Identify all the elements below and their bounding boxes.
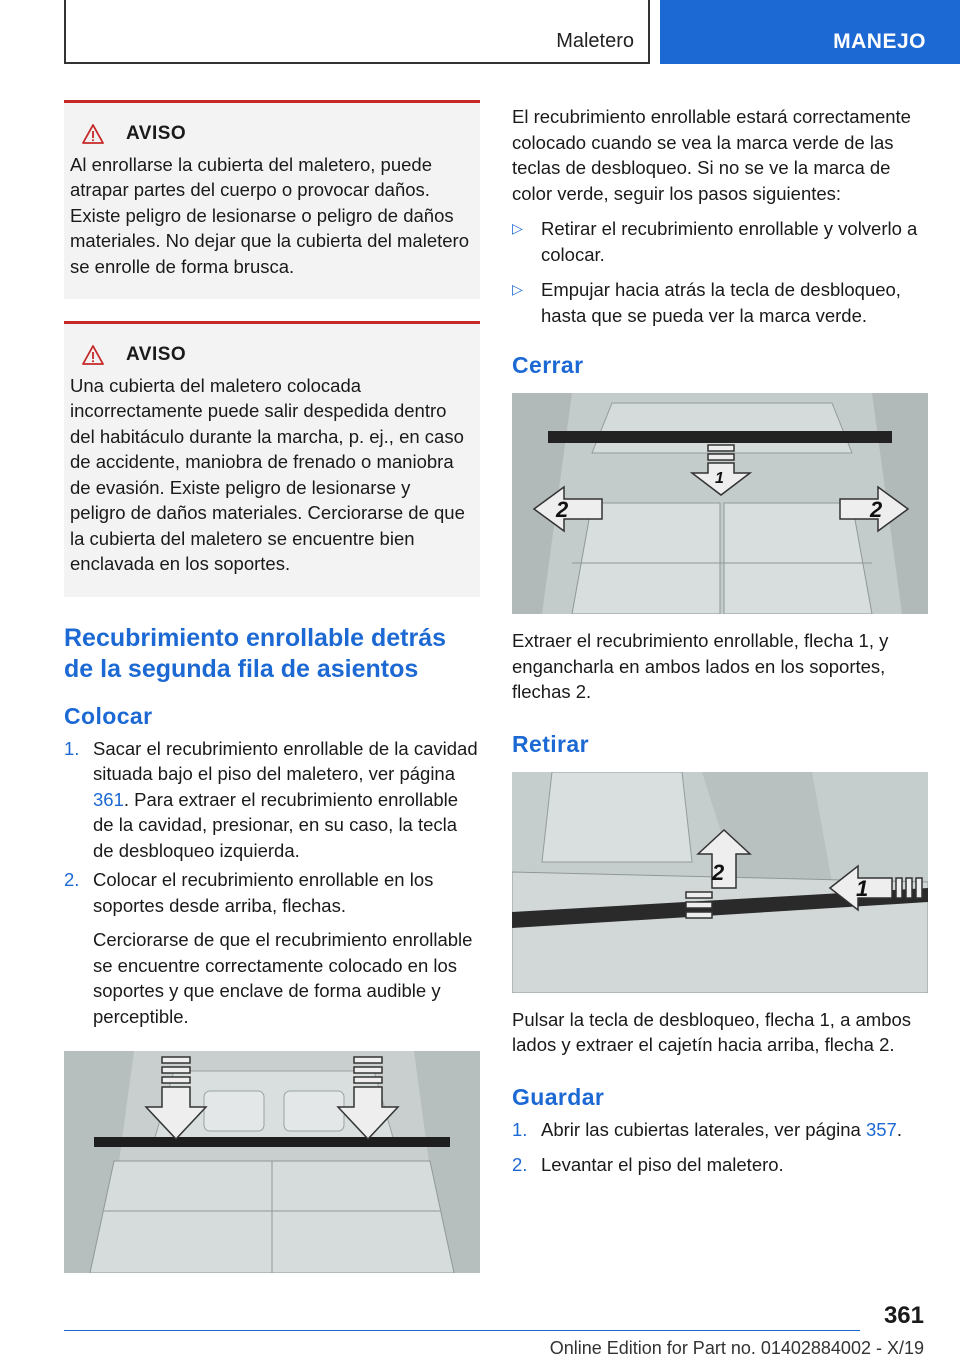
colocar-steps	[64, 736, 480, 1030]
step-number: 2.	[512, 1154, 528, 1175]
warning-title: AVISO	[126, 344, 187, 365]
figure-label: 2	[556, 497, 569, 522]
warning-title: AVISO	[126, 123, 187, 144]
right-column	[512, 100, 928, 1178]
step-number: 1.	[512, 1118, 528, 1140]
page-number: 361	[883, 1302, 924, 1329]
figure-label: 1	[856, 875, 869, 901]
warning-box-2	[64, 321, 480, 597]
step-text: Colocar el recubrimiento enrollable en los soportes desde arriba, flechas.	[93, 869, 434, 916]
triangle-bullet-icon: ▷	[512, 281, 523, 297]
list-item	[64, 736, 480, 864]
subheading-cerrar: Cerrar	[512, 352, 584, 378]
bullet-text: Empujar hacia atrás la tecla de desbloqueo, hasta que se pueda ver la marca verde.	[541, 279, 901, 326]
page-link[interactable]: 361	[93, 788, 124, 810]
figure-retirar	[512, 772, 928, 993]
subheading-retirar: Retirar	[512, 730, 589, 757]
figure-cerrar	[512, 393, 928, 614]
cerrar-caption: Extraer el recubrimiento enrollable, flecha 1, y engancharla en ambos lados en los soportes, flechas 2.	[512, 630, 889, 702]
step-number: 1.	[64, 737, 80, 759]
list-item	[512, 216, 928, 267]
bullet-text: Retirar el recubrimiento enrollable y volverlo a colocar.	[541, 218, 918, 265]
step-number: 2.	[64, 869, 80, 890]
warning-triangle-icon	[82, 345, 104, 365]
header-section-box	[64, 0, 650, 64]
chapter-tab	[660, 0, 960, 64]
list-item	[512, 1117, 928, 1143]
figure-colocar	[64, 1051, 480, 1273]
figure-label: 2	[870, 497, 883, 522]
warning-header	[70, 121, 470, 147]
triangle-bullet-icon: ▷	[512, 220, 523, 236]
subheading-colocar: Colocar	[64, 702, 153, 729]
list-item	[64, 867, 480, 1029]
section-heading: Recubrimiento enrollable detrás de la segunda fila de asientos	[64, 623, 447, 683]
list-item	[512, 1152, 928, 1178]
left-column	[64, 100, 480, 1273]
bullet-list	[512, 216, 928, 328]
step-text: Abrir las cubiertas laterales, ver página 357.	[541, 1118, 902, 1140]
step-extra-text: Cerciorarse de que el recubrimiento enrollable se encuentre correctamente colocado en los soportes y que enclave de forma audible y perceptible.	[93, 929, 473, 1027]
chapter-label: MANEJO	[833, 30, 926, 53]
figure-label: 1	[715, 470, 724, 487]
footer-edition: Online Edition for Part no. 01402884002 - X/19	[549, 1338, 924, 1358]
guardar-steps	[512, 1117, 928, 1178]
warning-triangle-icon	[82, 124, 104, 144]
subheading-guardar: Guardar	[512, 1083, 605, 1110]
list-item	[512, 277, 928, 328]
warning-text: Al enrollarse la cubierta del maletero, puede atrapar partes del cuerpo o provocar daños. Existe peligro de lesionarse o peligro de daños materiales. No dejar que la cubierta del maletero se enrolle de forma brusca.	[70, 153, 469, 277]
warning-box-1	[64, 100, 480, 299]
section-title: Maletero	[556, 30, 634, 52]
step-text: Levantar el piso del maletero.	[541, 1154, 784, 1175]
intro-text: El recubrimiento enrollable estará correctamente colocado cuando se vea la marca verde de las teclas de desbloqueo. Si no se ve la marca de color verde, seguir los pasos siguientes:	[512, 106, 911, 204]
footer-divider	[64, 1330, 860, 1331]
warning-text: Una cubierta del maletero colocada incorrectamente puede salir despedida dentro del habitáculo durante la marcha, p. ej., en caso de accidente, maniobra de frenado o maniobra de evasión. Existe peligro de lesionarse y peligro de daños materiales. Cerciorarse de que la cubierta del maletero se encuentre bien enclavada en los soportes.	[70, 374, 465, 574]
retirar-caption: Pulsar la tecla de desbloqueo, flecha 1, a ambos lados y extraer el cajetín hacia arriba, flecha 2.	[512, 1008, 912, 1055]
step-text: Sacar el recubrimiento enrollable de la cavidad situada bajo el piso del maletero, ver página 361. Para extraer el recubrimiento enrollable de la cavidad, presionar, en su caso, la tecla de desbloqueo izquierda.	[93, 737, 478, 861]
figure-label: 2	[712, 859, 725, 885]
page-link[interactable]: 357	[865, 1118, 897, 1140]
warning-header	[70, 342, 470, 368]
